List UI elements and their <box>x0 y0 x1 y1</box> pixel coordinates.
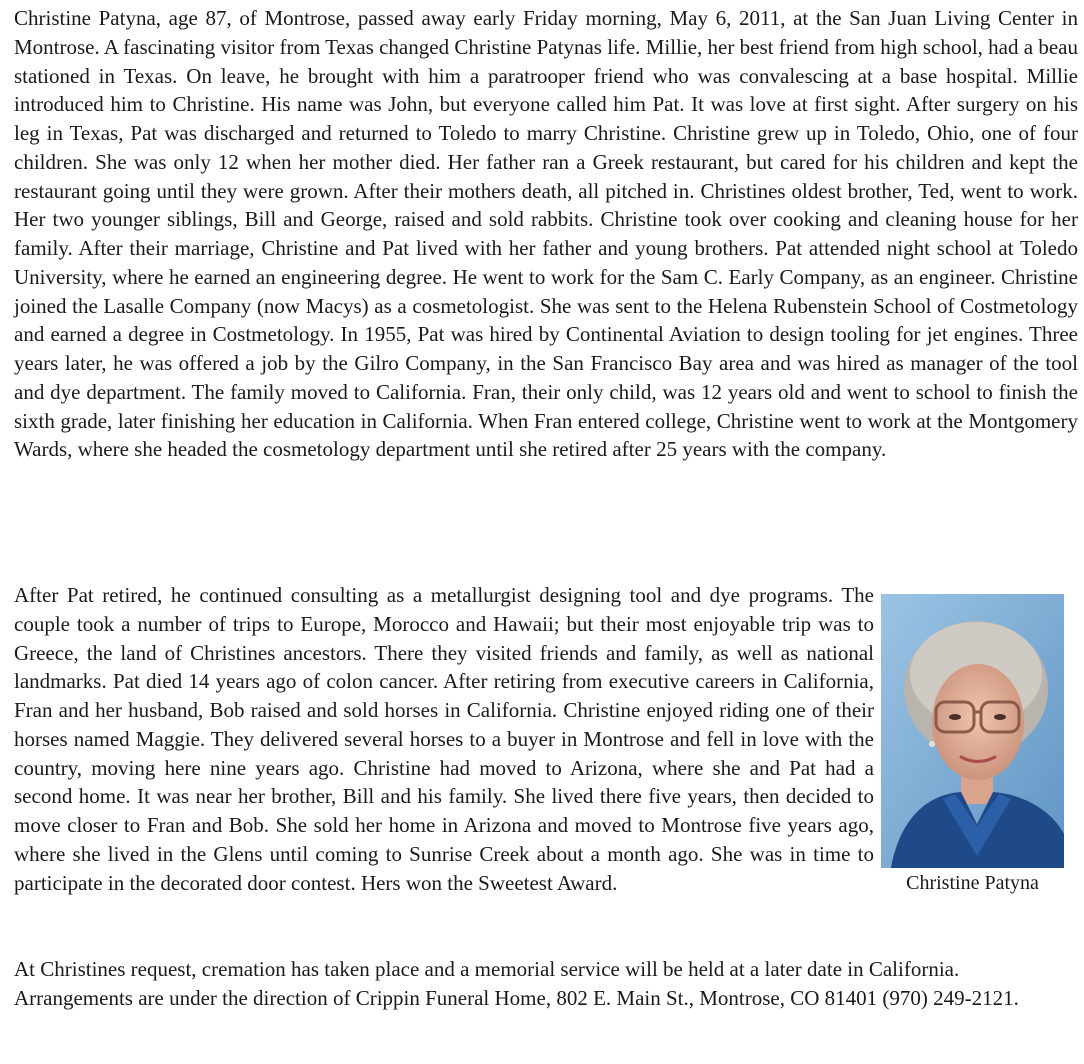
obituary-paragraph-1: Christine Patyna, age 87, of Montrose, passed away early Friday morning, May 6, 2011, at the San Juan Living Center in Montrose. A fascinating visitor from Texas changed Christine Patynas life. Millie, her best friend from high school, had a beau stationed in Texas. On leave, he brought with him a paratrooper friend who was convalescing at a base hospital. Millie introduced him to Christine. His name was John, but everyone called him Pat. It was love at first sight. After surgery on his leg in Texas, Pat was discharged and returned to Toledo to marry Christine. Christine grew up in Toledo, Ohio, one of four children. She was only 12 when her mother died. Her father ran a Greek restaurant, but cared for his children and kept the restaurant going until they were grown. After their mothers death, all pitched in. Christines oldest brother, Ted, went to work. Her two younger siblings, Bill and George, raised and sold rabbits. Christine took over cooking and cleaning house for her family. After their marriage, Christine and Pat lived with her father and young brothers. Pat attended night school at Toledo University, where he earned an engineering degree. He went to work for the Sam C. Early Company, as an engineer. Christine joined the Lasalle Company (now Macys) as a cosmetologist. She was sent to the Helena Rubenstein School of Costmetology and earned a degree in Costmetology. In 1955, Pat was hired by Continental Aviation to design tooling for jet engines. Three years later, he was offered a job by the Gilro Company, in the San Francisco Bay area and was hired as manager of the tool and dye department. The family moved to California. Fran, their only child, was 12 years old and went to school to finish the sixth grade, later finishing her education in California. When Fran entered college, Christine went to work at the Montgomery Wards, where she headed the cosmetology department until she retired after 25 years with the company. <box>14 6 1078 462</box>
obituary-paragraph-2: After Pat retired, he continued consulting as a metallurgist designing tool and dye programs. The couple took a number of trips to Europe, Morocco and Hawaii; but their most enjoyable trip was to Greece, the land of Christines ancestors. There they visited friends and family, as well as national landmarks. Pat died 14 years ago of colon cancer. After retiring from executive careers in California, Fran and her husband, Bob raised and sold horses in California. Christine enjoyed riding one of their horses named Maggie. They delivered several horses to a buyer in Montrose and fell in love with the country, moving here nine years ago. Christine had moved to Arizona, where she and Pat had a second home. It was near her brother, Bill and his family. She lived there five years, then decided to move closer to Fran and Bob. She sold her home in Arizona and moved to Montrose five years ago, where she lived in the Glens until coming to Sunrise Creek about a month ago. She was in time to participate in the decorated door contest. Hers won the Sweetest Award. <box>14 583 874 895</box>
portrait-photo <box>881 594 1064 868</box>
obituary-paragraph-3: At Christines request, cremation has taken place and a memorial service will be held at a later date in California. Arrangements are under the direction of Crippin Funeral Home, 802 E. Main St., Montrose, CO 81401 (970) 249-2121. <box>14 957 1019 1010</box>
photo-caption: Christine Patyna <box>906 872 1039 894</box>
